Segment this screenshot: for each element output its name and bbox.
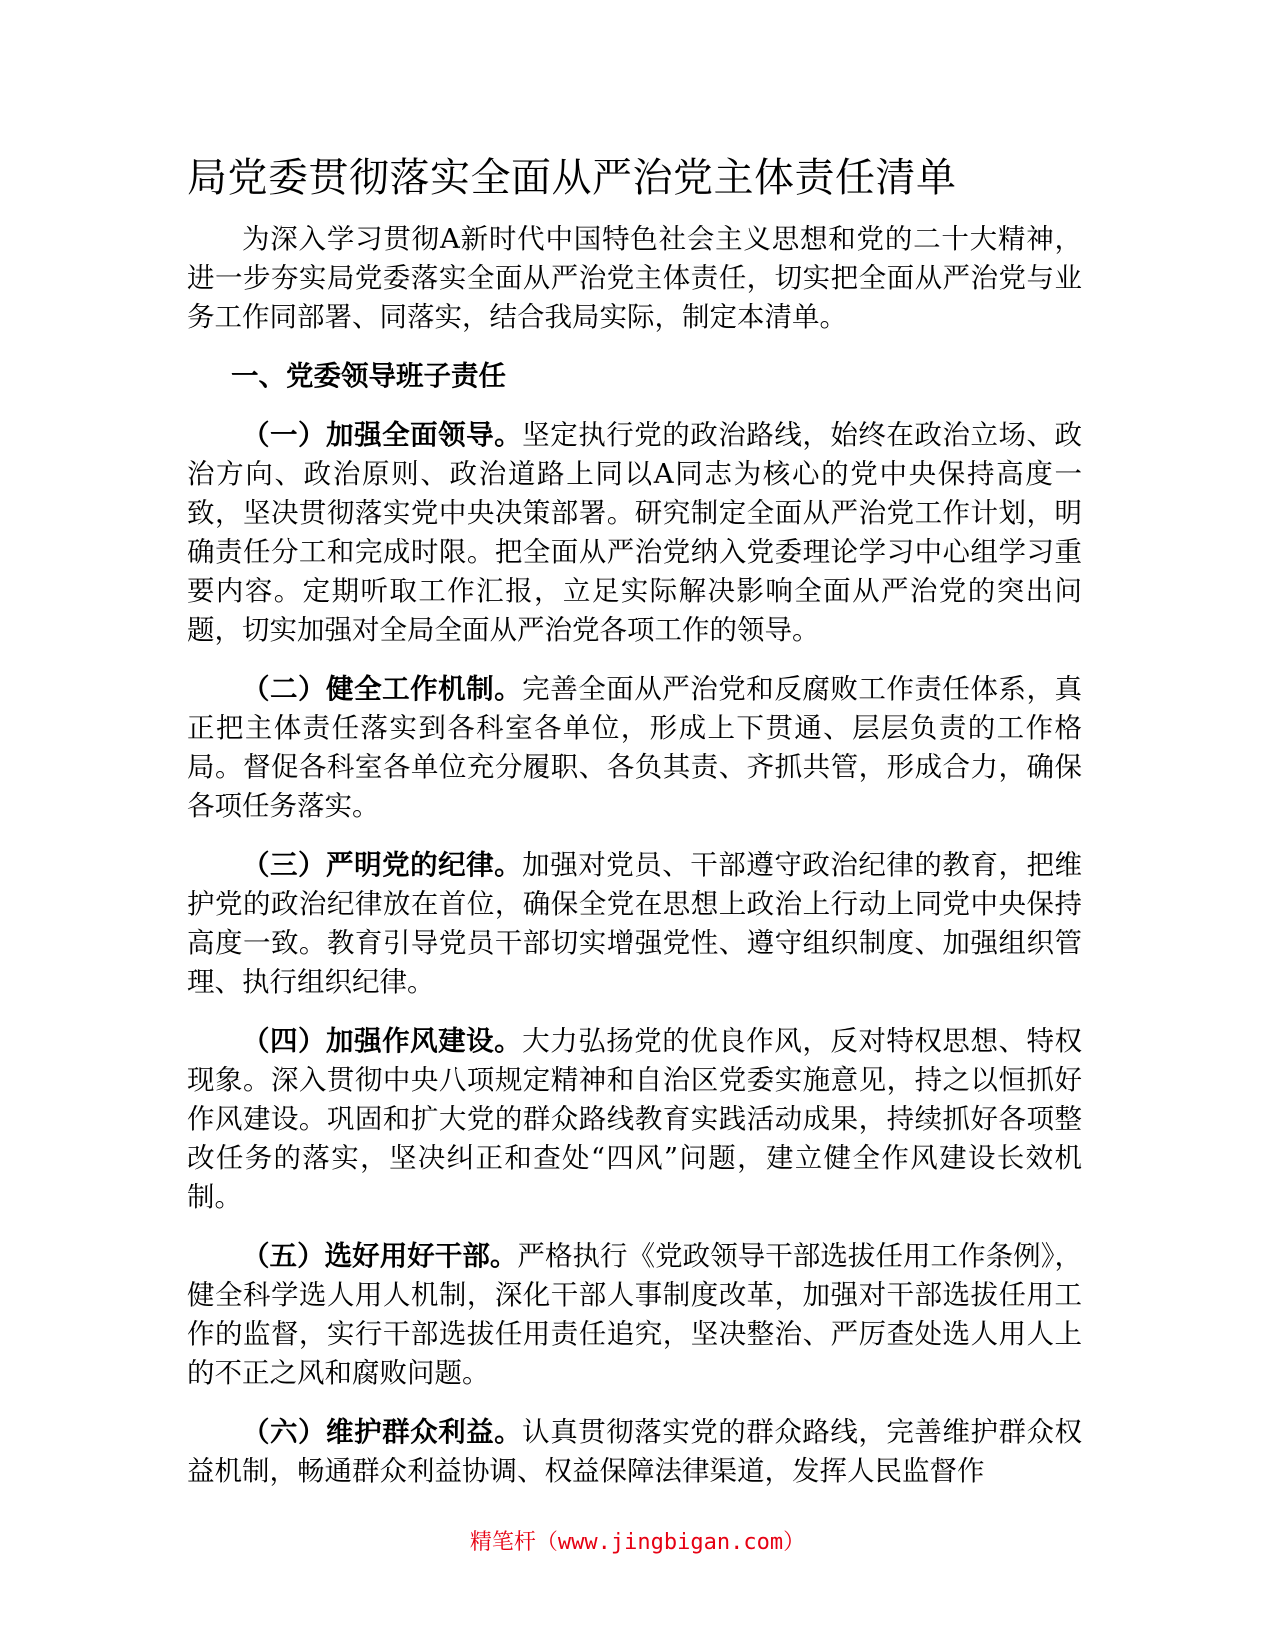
document-title: 局党委贯彻落实全面从严治党主体责任清单 xyxy=(187,155,957,201)
intro-paragraph: 为深入学习贯彻A新时代中国特色社会主义思想和党的二十大精神，进一步夯实局党委落实全面从严治党主体责任，切实把全面从严治党与业务工作同部署、同落实，结合我局实际，制定本清单。 xyxy=(187,223,1082,333)
responsibility-item xyxy=(187,1237,1082,1393)
section-heading: 一、党委领导班子责任 xyxy=(231,360,506,392)
responsibility-item xyxy=(187,670,1082,826)
item-body: 严格执行《党政领导干部选拔任用工作条例》，健全科学选人用人机制，深化干部人事制度改革，加强对干部选拔任用工作的监督，实行干部选拔任用责任追究，坚决整治、严厉查处选人用人上的不正之风和腐败问题。 xyxy=(187,1240,1083,1389)
item-body: 完善全面从严治党和反腐败工作责任体系，真正把主体责任落实到各科室各单位，形成上下贯通、层层负责的工作格局。督促各科室各单位充分履职、各负其责、齐抓共管，形成合力，确保各项任务落实。 xyxy=(187,673,1082,822)
item-heading: （五）选好用好干部。 xyxy=(242,1240,518,1272)
document-page xyxy=(187,150,1082,1511)
responsibility-item xyxy=(187,1413,1082,1491)
item-heading: （六）维护群众利益。 xyxy=(242,1416,523,1448)
item-heading: （一）加强全面领导。 xyxy=(242,419,523,451)
item-heading: （二）健全工作机制。 xyxy=(242,673,523,705)
responsibility-item xyxy=(187,416,1082,650)
item-body: 大力弘扬党的优良作风，反对特权思想、特权现象。深入贯彻中央八项规定精神和自治区党委实施意见，持之以恒抓好作风建设。巩固和扩大党的群众路线教育实践活动成果，持续抓好各项整改任务的落实，坚决纠正和查处“四风”问题，建立健全作风建设长效机制。 xyxy=(187,1025,1082,1213)
item-heading: （三）严明党的纪律。 xyxy=(242,849,523,881)
responsibility-item xyxy=(187,1022,1082,1217)
footer-watermark-link[interactable]: 精笔杆（www.jingbigan.com） xyxy=(469,1530,806,1555)
item-body: 认真贯彻落实党的群众路线，完善维护群众权益机制，畅通群众利益协调、权益保障法律渠道，发挥人民监督作 xyxy=(187,1416,1082,1487)
responsibility-item xyxy=(187,846,1082,1002)
item-heading: （四）加强作风建设。 xyxy=(242,1025,523,1057)
item-body: 坚定执行党的政治路线，始终在政治立场、政治方向、政治原则、政治道路上同以A同志为核心的党中央保持高度一致，坚决贯彻落实党中央决策部署。研究制定全面从严治党工作计划，明确责任分工和完成时限。把全面从严治党纳入党委理论学习中心组学习重要内容。定期听取工作汇报，立足实际解决影响全面从严治党的突出问题，切实加强对全局全面从严治党各项工作的领导。 xyxy=(187,419,1082,646)
item-body: 加强对党员、干部遵守政治纪律的教育，把维护党的政治纪律放在首位，确保全党在思想上政治上行动上同党中央保持高度一致。教育引导党员干部切实增强党性、遵守组织制度、加强组织管理、执行组织纪律。 xyxy=(187,849,1082,998)
